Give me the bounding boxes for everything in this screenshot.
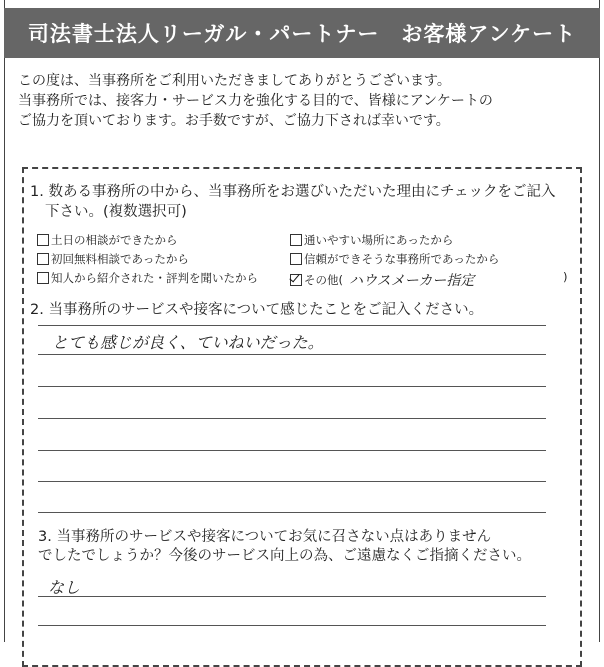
- answer-line: [38, 625, 546, 626]
- intro-text: [18, 71, 578, 131]
- option-label: 土日の相談ができたから: [51, 233, 178, 247]
- question-3-line-2: でしたでしょうか？今後のサービス向上の為、ご遠慮なくご指摘ください。: [38, 548, 531, 564]
- checkbox[interactable]: [290, 253, 302, 265]
- option-label: 信頼ができそうな事務所であったから: [304, 252, 500, 266]
- answer-line: [38, 354, 546, 355]
- checkbox[interactable]: [290, 234, 302, 246]
- question-3-line-1: 3. 当事務所のサービスや接客についてお気に召さない点はありません: [38, 529, 492, 545]
- checkbox[interactable]: [37, 234, 49, 246]
- option-referral[interactable]: [37, 270, 258, 286]
- question-3-handwritten-answer: なし: [48, 578, 81, 597]
- other-close-paren: ): [563, 270, 568, 284]
- option-convenient-location[interactable]: [290, 232, 453, 248]
- option-other[interactable]: [290, 270, 474, 290]
- question-2: 2. 当事務所のサービスや接客について感じたことをご記入ください。: [30, 302, 484, 318]
- survey-title: 司法書士法人リーガル・パートナー お客様アンケート: [4, 8, 600, 58]
- intro-line: 当事務所では、接客力・サービス力を強化する目的で、皆様にアンケートの: [18, 93, 493, 109]
- answer-line: [38, 386, 546, 387]
- answer-line: [38, 450, 546, 451]
- option-trustworthy-office[interactable]: [290, 251, 499, 267]
- question-1-line-2: 下さい。(複数選択可): [45, 204, 187, 220]
- question-2-handwritten-answer: とても感じが良く、ていねいだった。: [52, 333, 324, 352]
- option-free-first-consult[interactable]: [37, 251, 189, 267]
- option-weekend-consult[interactable]: [37, 232, 178, 248]
- intro-line: この度は、当事務所をご利用いただきましてありがとうございます。: [18, 73, 451, 89]
- option-label: 知人から紹介された・評判を聞いたから: [51, 271, 258, 285]
- intro-line: ご協力を頂いております。お手数ですが、ご協力下されば幸いです。: [18, 113, 450, 129]
- answer-line: [38, 325, 546, 326]
- checkbox[interactable]: [37, 272, 49, 284]
- option-label: 初回無料相談であったから: [51, 252, 189, 266]
- answer-line: [38, 596, 546, 597]
- answer-line: [38, 512, 546, 513]
- checkbox-checked[interactable]: [290, 274, 302, 286]
- checkbox[interactable]: [37, 253, 49, 265]
- option-label: その他(: [304, 273, 343, 287]
- question-1-line-1: 1. 数ある事務所の中から、当事務所をお選びいただいた理由にチェックをご記入: [30, 184, 556, 200]
- other-handwritten-answer: ハウスメーカー指定: [349, 273, 475, 289]
- option-label: 通いやすい場所にあったから: [304, 233, 454, 247]
- answer-line: [38, 418, 546, 419]
- answer-line: [38, 481, 546, 482]
